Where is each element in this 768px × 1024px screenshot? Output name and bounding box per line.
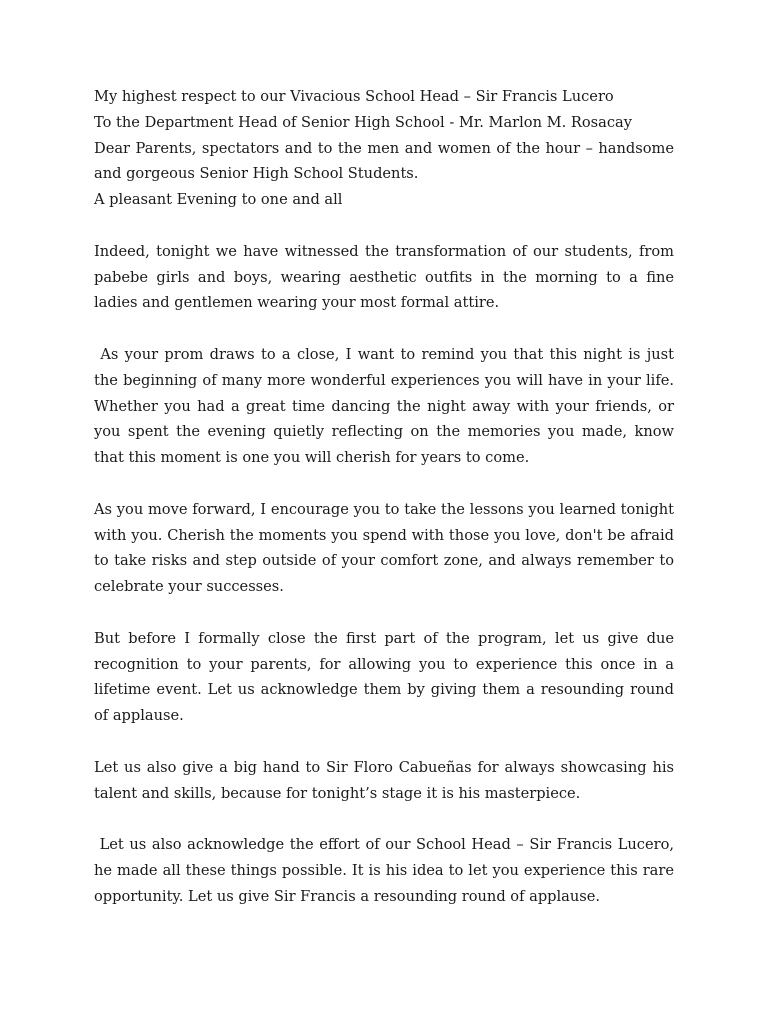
paragraph-school-head-acknowledgement: Let us also acknowledge the effort of our School Head – Sir Francis Lucero, he made all these things possible. It is his idea to let you experience this rare opportunity. Let us give Sir Francis a resounding round of applause.: [94, 836, 679, 905]
greetings-block: [94, 84, 674, 213]
greeting-department-head: To the Department Head of Senior High School - Mr. Marlon M. Rosacay: [94, 113, 632, 131]
paragraph-prom-close: As your prom draws to a close, I want to remind you that this night is just the beginning of many more wonderful experiences you will have in your life. Whether you had a great time dancing the night away with your friends, or you spent the evening quietly reflecting on the memories you made, know that this moment is one you will cherish for years to come.: [94, 345, 679, 467]
paragraph-move-forward: As you move forward, I encourage you to take the lessons you learned tonight with you. Cherish the moments you spend with those you love, don't be afraid to take risks and step outside of your comfort zone, and always remember to celebrate your successes.: [94, 500, 674, 596]
greeting-pleasant-evening: A pleasant Evening to one and all: [94, 191, 343, 209]
paragraph-transformation: Indeed, tonight we have witnessed the transformation of our students, from pabebe girls and boys, wearing aesthetic outfits in the morning to a fine ladies and gentlemen wearing your most formal attire.: [94, 242, 674, 312]
paragraph-parents-recognition: But before I formally close the first part of the program, let us give due recognition to your parents, for allowing you to experience this once in a lifetime event. Let us acknowledge them by giving them a resounding round of applause.: [94, 629, 674, 725]
greeting-school-head: My highest respect to our Vivacious School Head – Sir Francis Lucero: [94, 88, 614, 105]
document-page: [94, 84, 679, 935]
paragraph-floro-cabuenas: Let us also give a big hand to Sir Floro Cabueñas for always showcasing his talent and skills, because for tonight’s stage it is his masterpiece.: [94, 758, 674, 802]
greeting-parents-students: Dear Parents, spectators and to the men and women of the hour – handsome and gorgeous Senior High School Students.: [94, 139, 674, 183]
